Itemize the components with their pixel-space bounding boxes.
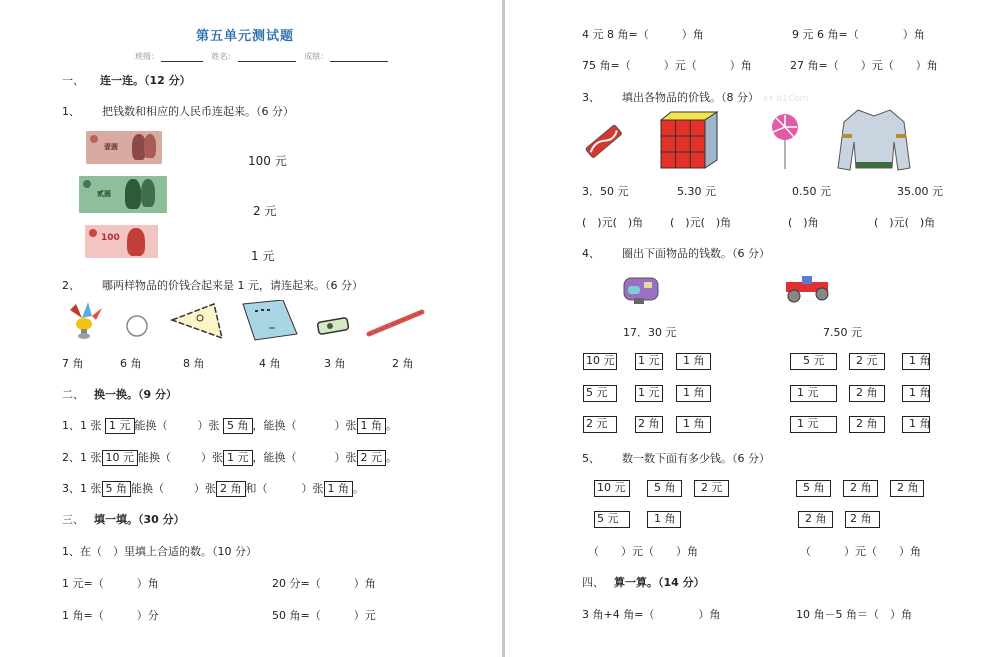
question-3 [582, 89, 809, 105]
money-box[interactable]: 1 元 [790, 385, 837, 402]
1-yuan-banknote[interactable] [86, 131, 162, 164]
money-box[interactable]: 5 元 [583, 385, 617, 402]
question-number: 2、 [62, 279, 80, 292]
price-ring: 6 角 [120, 357, 142, 370]
amount-2-yuan[interactable]: 2 元 [253, 204, 277, 218]
exchange-text: ）张 [334, 419, 357, 432]
toy-car-icon[interactable] [782, 274, 834, 304]
exchange-text: ，能换（ [252, 419, 297, 432]
money-box[interactable]: 1 元 [635, 385, 663, 402]
student-info-line [135, 51, 394, 62]
money-box: 2 角 [843, 480, 878, 497]
fill-intro: 1、在（ ）里填上合适的数。（10 分） [62, 545, 257, 558]
price-eraser: 3 角 [324, 357, 346, 370]
question-text: 把钱数和相应的人民币连起来。（6 分） [102, 105, 294, 118]
banknote-label: 贰圆 [97, 190, 111, 198]
lollipop-icon[interactable] [768, 113, 802, 171]
question-number: 4、 [582, 247, 600, 260]
money-box: 5 元 [594, 511, 630, 528]
banknote-label: 100 [101, 233, 120, 243]
fill-item[interactable]: 9 元 6 角=（ ）角 [792, 28, 925, 41]
fill-item[interactable]: 75 角=（ ）元（ ）角 [582, 59, 752, 72]
section-number: 三、 [62, 513, 84, 526]
fill-item[interactable]: 50 角=（ ）元 [272, 609, 376, 622]
price-triangle: 8 角 [183, 357, 205, 370]
exchange-prefix: 1、1 张 [62, 419, 102, 432]
question-5 [582, 450, 770, 466]
exchange-text: ，能换（ [252, 451, 297, 464]
banknote-label: 壹圆 [104, 143, 118, 151]
question-2 [62, 277, 363, 293]
price-pencil: 2 角 [392, 357, 414, 370]
money-box: 2 角 [845, 511, 880, 528]
section-3-heading [62, 511, 185, 527]
money-box: 5 角 [102, 481, 132, 497]
2-yuan-banknote[interactable] [79, 176, 167, 213]
money-box[interactable]: 1 角 [902, 353, 930, 370]
class-label: 班级： [135, 52, 159, 61]
money-box[interactable]: 2 角 [849, 385, 885, 402]
pencil-icon[interactable] [366, 308, 426, 338]
money-box: 5 角 [796, 480, 831, 497]
exchange-text: 。 [386, 419, 397, 432]
eraser-icon[interactable] [316, 316, 350, 336]
money-box: 2 角 [216, 481, 246, 497]
money-box: 2 元 [694, 480, 729, 497]
price-notebook: 4 角 [259, 357, 281, 370]
money-box: 2 角 [890, 480, 924, 497]
amount-100-yuan[interactable]: 100 元 [248, 154, 287, 168]
question-number: 5、 [582, 452, 600, 465]
money-box[interactable]: 2 角 [849, 416, 885, 433]
question-1 [62, 103, 294, 119]
fill-item[interactable]: 1 角=（ ）分 [62, 609, 159, 622]
exchange-text: 能换（ [131, 482, 164, 495]
fill-item[interactable]: 4 元 8 角=（ ）角 [582, 28, 704, 41]
money-box: 2 角 [798, 511, 833, 528]
answer-q5-right[interactable]: （ ）元（ ）角 [800, 545, 921, 558]
answer-q5-left[interactable]: （ ）元（ ）角 [588, 545, 698, 558]
exchange-text: ）张 [334, 451, 357, 464]
money-box[interactable]: 1 元 [790, 416, 837, 433]
exchange-text: 能换（ [138, 451, 171, 464]
exchange-row-2 [62, 449, 397, 466]
fill-item[interactable]: 1 元=（ ）角 [62, 577, 159, 590]
money-box: 1 角 [357, 418, 387, 434]
money-box: 1 角 [647, 511, 681, 528]
score-field[interactable] [330, 54, 388, 62]
toothpaste-icon[interactable] [581, 118, 625, 166]
left-page [0, 0, 502, 657]
question-number: 1、 [62, 105, 80, 118]
section-title: 填一填。（30 分） [94, 513, 185, 526]
class-field[interactable] [161, 54, 203, 62]
score-label: 成绩： [304, 52, 329, 61]
money-box[interactable]: 2 元 [583, 416, 617, 433]
section-number: 四、 [582, 576, 604, 589]
backpack-icon[interactable] [620, 274, 662, 306]
exchange-text: ）张 [194, 482, 216, 495]
exchange-text: ）张 [201, 451, 223, 464]
money-box[interactable]: 1 角 [902, 416, 930, 433]
money-box[interactable]: 5 元 [790, 353, 837, 370]
exchange-text: 。 [386, 451, 397, 464]
price-rubiks-cube: 5.30 元 [677, 185, 716, 198]
price-jester: 7 角 [62, 357, 84, 370]
money-box: 5 角 [223, 418, 253, 434]
calc-item[interactable]: 3 角+4 角=（ ）角 [582, 608, 721, 621]
exchange-text: 和（ [245, 482, 268, 495]
section-4-heading [582, 574, 705, 590]
question-number: 3、 [582, 91, 600, 104]
section-number: 二、 [62, 388, 84, 401]
name-field[interactable] [238, 54, 296, 62]
answer-toothpaste[interactable]: ( )元( )角 [582, 216, 644, 229]
notebook-icon[interactable] [241, 300, 299, 342]
answer-sweater[interactable]: ( )元( )角 [874, 216, 936, 229]
price-toy-car: 7.50 元 [823, 326, 862, 339]
money-box[interactable]: 2 角 [635, 416, 663, 433]
section-2-heading [62, 386, 177, 402]
money-box: 5 角 [647, 480, 682, 497]
question-text: 填出各物品的价钱。（8 分） [622, 91, 759, 104]
section-title: 换一换。（9 分） [94, 388, 177, 401]
money-box[interactable]: 1 角 [676, 416, 711, 433]
exchange-prefix: 2、1 张 [62, 451, 102, 464]
calc-item[interactable]: 10 角－5 角＝（ ）角 [796, 608, 912, 621]
price-lollipop: 0.50 元 [792, 185, 831, 198]
exchange-text: 。 [353, 482, 364, 495]
price-sweater: 35.00 元 [897, 185, 943, 198]
answer-rubiks-cube[interactable]: ( )元( )角 [670, 216, 732, 229]
price-toothpaste: 3．50 元 [582, 185, 629, 198]
money-box[interactable]: 1 角 [902, 385, 930, 402]
money-box: 1 元 [223, 450, 253, 466]
money-box: 1 角 [324, 481, 354, 497]
right-page [505, 0, 1006, 657]
money-box: 10 元 [594, 480, 630, 497]
price-backpack: 17．30 元 [623, 326, 677, 339]
question-text: 哪两样物品的价钱合起来是 1 元，请连起来。（6 分） [102, 279, 363, 292]
rubiks-cube-icon[interactable] [659, 110, 719, 170]
exchange-prefix: 3、1 张 [62, 482, 102, 495]
watermark: xx b1Com [763, 94, 809, 104]
section-title: 连一连。（12 分） [100, 74, 191, 87]
question-text: 数一数下面有多少钱。（6 分） [622, 452, 770, 465]
exchange-row-3 [62, 480, 364, 497]
fill-item[interactable]: 20 分=（ ）角 [272, 577, 376, 590]
exchange-text: ）张 [197, 419, 220, 432]
jester-toy-icon[interactable] [64, 300, 104, 340]
name-label: 姓名： [211, 52, 236, 61]
money-box[interactable]: 2 元 [849, 353, 885, 370]
money-box: 2 元 [357, 450, 387, 466]
money-box[interactable]: 10 元 [583, 353, 617, 370]
100-yuan-banknote[interactable] [85, 225, 158, 258]
answer-lollipop[interactable]: ( )角 [788, 216, 819, 229]
money-box[interactable]: 1 角 [676, 385, 711, 402]
sweater-icon[interactable] [836, 108, 912, 172]
exchange-text: 能换（ [134, 419, 168, 432]
money-box[interactable]: 1 元 [635, 353, 663, 370]
exchange-text: ）张 [301, 482, 324, 495]
exchange-row-1 [62, 417, 397, 434]
money-box[interactable]: 1 角 [676, 353, 711, 370]
money-box: 1 元 [105, 418, 135, 434]
question-text: 圈出下面物品的钱数。（6 分） [622, 247, 770, 260]
money-box: 10 元 [102, 450, 139, 466]
fill-item[interactable]: 27 角=（ ）元（ ）角 [790, 59, 938, 72]
section-title: 算一算。（14 分） [614, 576, 705, 589]
amount-1-yuan[interactable]: 1 元 [251, 249, 275, 263]
ring-icon[interactable] [124, 313, 150, 339]
question-4 [582, 245, 770, 261]
section-1-heading [62, 72, 191, 88]
section-number: 一、 [62, 74, 84, 87]
page-title: 第五单元测试题 [196, 29, 295, 44]
triangle-ruler-icon[interactable] [170, 302, 224, 340]
